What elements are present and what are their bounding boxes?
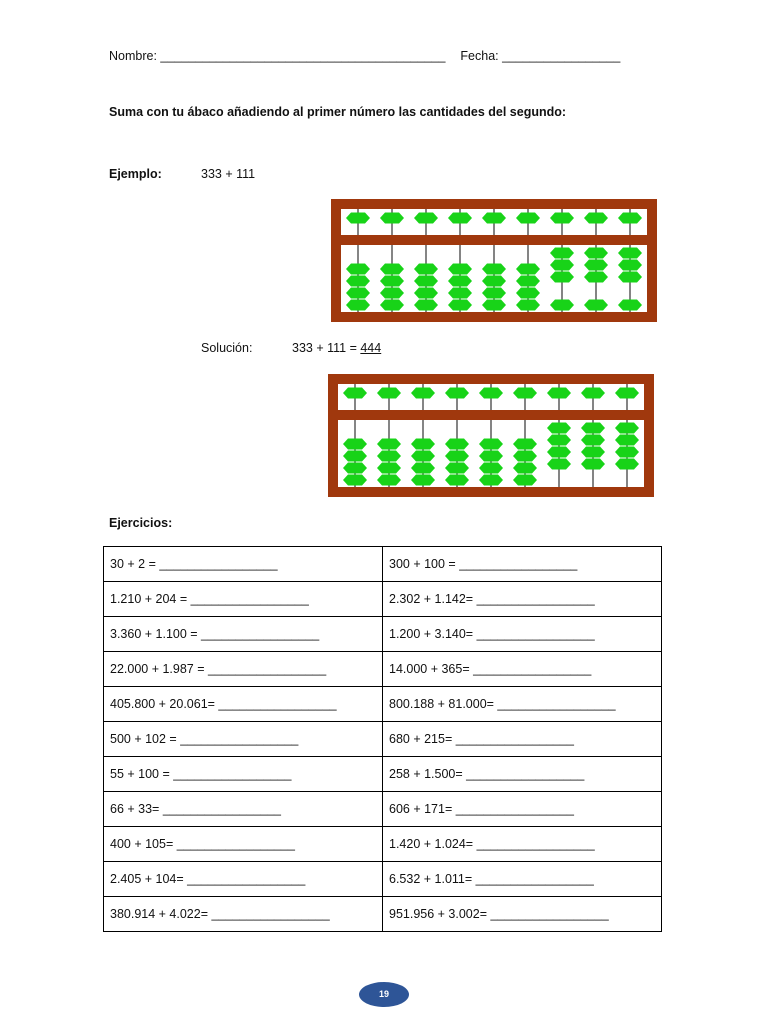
- abacus-bead: [584, 260, 608, 271]
- solution-label: Solución:: [201, 341, 253, 355]
- abacus-bead: [482, 213, 506, 224]
- exercise-cell-left: 500 + 102 = _________________: [104, 722, 383, 757]
- abacus-bead: [581, 447, 605, 458]
- abacus-bead: [513, 475, 537, 486]
- table-row: [104, 582, 662, 617]
- abacus-bead: [343, 475, 367, 486]
- instruction: Suma con tu ábaco añadiendo al primer número las cantidades del segundo:: [109, 105, 567, 119]
- abacus-bead: [380, 264, 404, 275]
- abacus-bead: [411, 388, 435, 399]
- table-row: [104, 862, 662, 897]
- abacus-bead: [615, 388, 639, 399]
- exercise-cell-left: 55 + 100 = _________________: [104, 757, 383, 792]
- abacus-bead: [581, 435, 605, 446]
- exercise-cell-right: 680 + 215= _________________: [383, 722, 662, 757]
- abacus-bead: [618, 300, 642, 311]
- abacus-bead: [482, 300, 506, 311]
- abacus-bead: [377, 475, 401, 486]
- page-number-badge: 19: [359, 982, 409, 1007]
- abacus-bead: [479, 451, 503, 462]
- abacus-bead: [513, 463, 537, 474]
- abacus-bead: [584, 248, 608, 259]
- example-label: Ejemplo:: [109, 167, 162, 181]
- exercises-label: Ejercicios:: [109, 516, 173, 530]
- abacus-bead: [445, 451, 469, 462]
- abacus-bead: [448, 264, 472, 275]
- abacus-bead: [550, 213, 574, 224]
- abacus-bead: [377, 388, 401, 399]
- exercise-cell-right: 2.302 + 1.142= _________________: [383, 582, 662, 617]
- fecha-label: Fecha:: [460, 49, 503, 63]
- abacus-bead: [343, 439, 367, 450]
- abacus-bead: [448, 276, 472, 287]
- abacus-bead: [346, 288, 370, 299]
- abacus-bead: [584, 213, 608, 224]
- abacus-bead: [346, 276, 370, 287]
- solution-expression: [292, 341, 381, 355]
- abacus-bead: [411, 451, 435, 462]
- header-line: [109, 49, 620, 63]
- abacus-bead: [380, 276, 404, 287]
- abacus-bead: [445, 463, 469, 474]
- abacus-bead: [547, 459, 571, 470]
- table-row: [104, 897, 662, 932]
- abacus-bead: [547, 435, 571, 446]
- abacus-bead: [513, 451, 537, 462]
- exercise-cell-right: 1.420 + 1.024= _________________: [383, 827, 662, 862]
- abacus-bead: [550, 260, 574, 271]
- abacus-bead: [550, 300, 574, 311]
- exercise-cell-right: 1.200 + 3.140= _________________: [383, 617, 662, 652]
- abacus-bead: [615, 459, 639, 470]
- abacus-bead: [411, 439, 435, 450]
- abacus-bead: [346, 213, 370, 224]
- abacus-bead: [482, 264, 506, 275]
- abacus-bead: [584, 272, 608, 283]
- abacus-bead: [343, 451, 367, 462]
- abacus-bead: [411, 475, 435, 486]
- exercise-cell-right: 14.000 + 365= _________________: [383, 652, 662, 687]
- exercise-cell-left: 3.360 + 1.100 = _________________: [104, 617, 383, 652]
- abacus-beam: [331, 235, 657, 245]
- exercise-cell-right: 951.956 + 3.002= _________________: [383, 897, 662, 932]
- nombre-line: _________________________________________: [160, 49, 446, 63]
- table-row: [104, 757, 662, 792]
- abacus-bead: [411, 463, 435, 474]
- abacus-bead: [618, 272, 642, 283]
- abacus-bead: [581, 459, 605, 470]
- abacus-bead: [615, 423, 639, 434]
- abacus-bead: [380, 300, 404, 311]
- abacus-bead: [584, 300, 608, 311]
- abacus-bead: [414, 213, 438, 224]
- abacus-bead: [377, 463, 401, 474]
- abacus-bead: [516, 276, 540, 287]
- table-row: [104, 722, 662, 757]
- abacus-bead: [547, 423, 571, 434]
- abacus-bead: [414, 264, 438, 275]
- exercise-cell-right: 258 + 1.500= _________________: [383, 757, 662, 792]
- abacus-bead: [377, 439, 401, 450]
- abacus-bead: [479, 463, 503, 474]
- table-row: [104, 792, 662, 827]
- exercise-cell-left: 22.000 + 1.987 = _________________: [104, 652, 383, 687]
- abacus-bead: [448, 300, 472, 311]
- table-row: [104, 687, 662, 722]
- abacus-bead: [550, 248, 574, 259]
- abacus-bead: [448, 288, 472, 299]
- abacus-bead: [346, 264, 370, 275]
- abacus-bead: [414, 276, 438, 287]
- abacus-bead: [550, 272, 574, 283]
- abacus-bead: [414, 288, 438, 299]
- abacus-bead: [445, 439, 469, 450]
- table-row: [104, 827, 662, 862]
- abacus-bead: [618, 248, 642, 259]
- abacus-bead: [380, 213, 404, 224]
- abacus-bead: [343, 463, 367, 474]
- abacus-bead: [380, 288, 404, 299]
- exercise-cell-left: 2.405 + 104= _________________: [104, 862, 383, 897]
- exercise-cell-left: 30 + 2 = _________________: [104, 547, 383, 582]
- abacus-bead: [482, 276, 506, 287]
- abacus-bead: [516, 213, 540, 224]
- abacus-bead: [513, 388, 537, 399]
- abacus-solution: [328, 374, 654, 497]
- abacus-bead: [618, 260, 642, 271]
- exercise-cell-left: 1.210 + 204 = _________________: [104, 582, 383, 617]
- table-row: [104, 547, 662, 582]
- abacus-bead: [615, 435, 639, 446]
- exercise-cell-right: 800.188 + 81.000= _________________: [383, 687, 662, 722]
- table-row: [104, 652, 662, 687]
- abacus-bead: [581, 423, 605, 434]
- exercise-cell-left: 400 + 105= _________________: [104, 827, 383, 862]
- abacus-bead: [414, 300, 438, 311]
- abacus-bead: [343, 388, 367, 399]
- exercise-cell-left: 405.800 + 20.061= _________________: [104, 687, 383, 722]
- exercises-table: [103, 546, 662, 932]
- exercise-cell-left: 380.914 + 4.022= _________________: [104, 897, 383, 932]
- example-expression: 333 + 111: [201, 167, 256, 181]
- solution-expression-text: 333 + 111 =: [292, 341, 361, 355]
- table-row: [104, 617, 662, 652]
- abacus-bead: [615, 447, 639, 458]
- nombre-label: Nombre:: [109, 49, 161, 63]
- abacus-bead: [581, 388, 605, 399]
- abacus-bead: [479, 439, 503, 450]
- abacus-bead: [516, 300, 540, 311]
- abacus-bead: [448, 213, 472, 224]
- exercise-cell-right: 6.532 + 1.011= _________________: [383, 862, 662, 897]
- solution-answer: 444: [360, 341, 382, 355]
- exercise-cell-right: 300 + 100 = _________________: [383, 547, 662, 582]
- abacus-bead: [516, 288, 540, 299]
- abacus-bead: [482, 288, 506, 299]
- abacus-example: [331, 199, 657, 322]
- abacus-bead: [445, 388, 469, 399]
- abacus-bead: [516, 264, 540, 275]
- abacus-bead: [479, 388, 503, 399]
- abacus-bead: [547, 388, 571, 399]
- fecha-line: _________________: [502, 49, 621, 63]
- abacus-bead: [445, 475, 469, 486]
- abacus-bead: [618, 213, 642, 224]
- abacus-bead: [513, 439, 537, 450]
- abacus-bead: [346, 300, 370, 311]
- abacus-beam: [328, 410, 654, 420]
- exercise-cell-right: 606 + 171= _________________: [383, 792, 662, 827]
- abacus-bead: [479, 475, 503, 486]
- abacus-bead: [547, 447, 571, 458]
- exercise-cell-left: 66 + 33= _________________: [104, 792, 383, 827]
- abacus-bead: [377, 451, 401, 462]
